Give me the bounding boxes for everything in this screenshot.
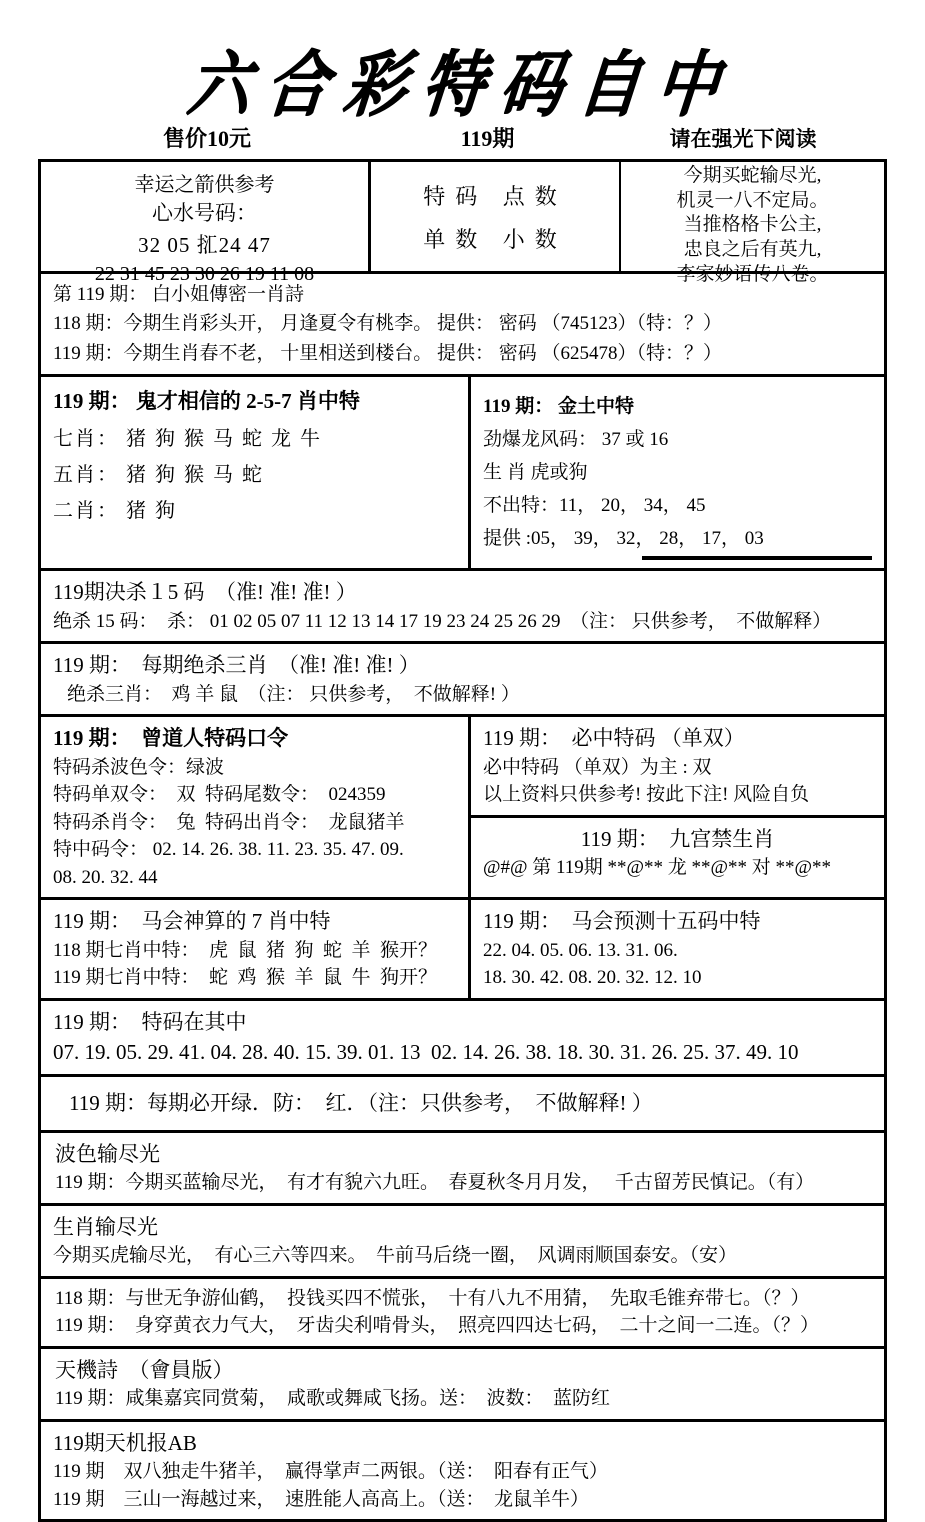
lucky-title: 幸运之箭供参考 xyxy=(134,174,275,196)
forecast-left-head: 119 期： 马会神算的 7 肖中特 xyxy=(53,909,331,934)
zodiac-pick: 生 肖 虎或狗 xyxy=(483,462,588,484)
must-hit-block xyxy=(471,717,884,818)
top-verse-line-2: 机灵一八不定局。 xyxy=(676,189,829,211)
nine-palace-line: @#@ 第 119期 **@** 龙 **@** 对 **@** xyxy=(483,857,832,879)
forecast-right-block xyxy=(471,900,884,998)
lucky-numbers-block xyxy=(41,162,371,285)
reading-note: 请在强光下阅读 xyxy=(669,127,817,151)
must-hit-line-1: 必中特码 （单双）为主 : 双 xyxy=(483,756,712,778)
wave-color-line: 119 期：今期买蓝输尽光， 有才有貌六九旺。 春夏秋冬月月发， 千古留芳民慎记。（有） xyxy=(55,1172,815,1194)
forecast-row xyxy=(41,900,884,1001)
special-code-line-1: 特码 点数 xyxy=(423,184,567,209)
poem-head: 第 119 期： 白小姐傳密一肖詩 xyxy=(53,284,305,305)
kill15-head: 119期决杀１5 码 （准! 准! 准! ） xyxy=(53,580,357,605)
special-within-block xyxy=(41,1001,884,1074)
riddle-block xyxy=(41,1279,884,1346)
wave-color-head: 波色输尽光 xyxy=(55,1141,160,1166)
kill3zodiac-head: 119 期： 每期绝杀三肖 （准! 准! 准! ） xyxy=(53,653,420,678)
top-verse-line-4: 忠良之后有英九, xyxy=(683,239,822,261)
special-code-line-2: 单数 小数 xyxy=(423,227,567,252)
riddle-row xyxy=(41,1279,884,1349)
zodiac-left-head: 119 期： 鬼才相信的 2-5-7 肖中特 xyxy=(53,389,360,414)
green-row xyxy=(41,1077,884,1133)
special-hit-codes-line-2: 08. 20. 32. 44 xyxy=(53,866,158,888)
top-info-row xyxy=(41,162,884,285)
forecast-left-block xyxy=(41,900,471,998)
not-out-special: 不出特：11， 20， 34， 45 xyxy=(483,495,706,517)
nine-palace-head: 119 期： 九宫禁生肖 xyxy=(580,826,775,851)
nine-palace-block xyxy=(471,818,884,888)
heaven-poem-line: 119 期：咸集嘉宾同赏菊， 咸歌或舞咸飞扬。送： 波数： 蓝防红 xyxy=(55,1388,611,1410)
kill15-block xyxy=(41,571,884,641)
kill15-detail: 绝杀 15 码： 杀： 01 02 05 07 11 12 13 14 17 19 23 24 25 26 29 （注： 只供参考， 不做解释） xyxy=(53,610,832,632)
page-title: 六合彩特码自中 xyxy=(184,42,740,127)
poem-block xyxy=(41,274,884,374)
kill-wave-color: 特码杀波色令：绿波 xyxy=(53,756,225,778)
heaven-poem-row xyxy=(41,1349,884,1422)
zodiac-exhaust-block xyxy=(41,1206,884,1276)
special-hit-codes-line-1: 特中码令： 02. 14. 26. 38. 11. 23. 35. 47. 09. xyxy=(53,839,404,861)
poem-row xyxy=(41,274,884,377)
zodiac-five: 五肖： 猪 狗 猴 马 蛇 xyxy=(53,464,264,487)
zodiac-row xyxy=(41,377,884,571)
special-within-head: 119 期： 特码在其中 xyxy=(53,1009,247,1034)
password-row xyxy=(41,717,884,900)
kill-zodiac-out-zodiac: 特码杀肖令： 兔 特码出肖令： 龙鼠猪羊 xyxy=(53,811,405,833)
kill3zodiac-row xyxy=(41,644,884,717)
password-right-block xyxy=(471,717,884,897)
top-verse-block xyxy=(621,162,884,285)
ab-report-block xyxy=(41,1422,884,1520)
ab-report-line-2: 119 期 三山一海越过来， 速胜能人高高上。（送： 龙鼠羊牛） xyxy=(53,1488,590,1510)
zodiac-seven: 七肖： 猪 狗 猴 马 蛇 龙 牛 xyxy=(53,428,322,451)
special-within-numbers: 07. 19. 05. 29. 41. 04. 28. 40. 15. 39. 01. 13 02. 14. 26. 38. 18. 30. 31. 26. 25. 37. 49. 10 xyxy=(53,1040,799,1065)
ab-report-line-1: 119 期 双八独走牛猪羊， 赢得掌声二两银。（送： 阳春有正气） xyxy=(53,1461,609,1483)
forecast-right-head: 119 期： 马会预测十五码中特 xyxy=(483,909,761,934)
dragon-wind-code: 劲爆龙风码： 37 或 16 xyxy=(483,429,669,451)
gold-earth-head: 119 期： 金土中特 xyxy=(483,396,634,418)
kill15-row xyxy=(41,571,884,644)
lucky-line-1: 32 05 㧟24 47 xyxy=(138,233,271,257)
content-sheet xyxy=(38,159,887,1522)
forecast-numbers-line-1: 22. 04. 05. 06. 13. 31. 06. xyxy=(483,939,678,961)
riddle-118: 118 期：与世无争游仙鹤， 投钱买四不慌张， 十有八九不用猜， 先取毛锥弃带七。（？） xyxy=(55,1287,810,1309)
lucky-label: 心水号码： xyxy=(152,201,257,225)
must-hit-line-2: 以上资料只供参考! 按此下注! 风险自负 xyxy=(483,784,810,806)
forecast-119-line: 119 期七肖中特： 蛇 鸡 猴 羊 鼠 牛 狗开？ xyxy=(53,967,438,989)
forecast-118-line: 118 期七肖中特： 虎 鼠 猪 狗 蛇 羊 猴开？ xyxy=(53,939,438,961)
riddle-119: 119 期： 身穿黄衣力气大， 牙齿尖利啃骨头， 照亮四四达七码， 二十之间一二连。（？） xyxy=(55,1315,820,1337)
ab-report-head: 119期天机报AB xyxy=(53,1430,197,1455)
zodiac-two: 二肖： 猪 狗 xyxy=(53,500,177,523)
masthead xyxy=(0,0,925,127)
lucky-line-2: 22 31 45 23 30 26 19 11 08 xyxy=(94,263,315,285)
zodiac-exhaust-line: 今期买虎输尽光， 有心三六等四来。 牛前马后绕一圈， 风调雨顺国泰安。（安） xyxy=(53,1245,738,1267)
green-block xyxy=(41,1082,884,1124)
special-within-row xyxy=(41,1001,884,1077)
poem-line-119: 119 期：今期生肖春不老， 十里相送到楼台。 提供： 密码 （625478）（特：？） xyxy=(53,342,723,364)
price-label: 售价10元 xyxy=(162,126,251,151)
special-code-block xyxy=(371,162,621,271)
top-verse-line-1: 今期买蛇输尽光, xyxy=(683,165,822,186)
green-line: 119 期：每期必开绿．防： 红．（注：只供参考， 不做解释! ） xyxy=(69,1091,653,1116)
must-hit-head: 119 期： 必中特码 （单双） xyxy=(483,726,745,751)
zodiac-left-block xyxy=(41,377,471,568)
password-head: 119 期： 曾道人特码口令 xyxy=(53,726,289,751)
issue-label: 119期 xyxy=(460,126,515,151)
heaven-poem-head: 天機詩 （會員版） xyxy=(55,1357,234,1382)
ab-report-row xyxy=(41,1422,884,1522)
password-left-block xyxy=(41,717,471,897)
heaven-poem-block xyxy=(41,1349,884,1419)
zodiac-exhaust-row xyxy=(41,1206,884,1279)
wave-color-row xyxy=(41,1133,884,1206)
provided-numbers: 提供 :05， 39， 32， 28， 17， 03 xyxy=(483,528,764,550)
kill3zodiac-detail: 绝杀三肖： 鸡 羊 鼠 （注： 只供参考， 不做解释! ） xyxy=(67,683,520,705)
zodiac-exhaust-head: 生肖输尽光 xyxy=(53,1214,158,1239)
kill3zodiac-block xyxy=(41,644,884,714)
zodiac-right-block xyxy=(471,377,884,568)
divider-bar xyxy=(642,556,872,560)
forecast-numbers-line-2: 18. 30. 42. 08. 20. 32. 12. 10 xyxy=(483,967,702,989)
top-verse-line-3: 当推格格卡公主, xyxy=(683,214,822,236)
odd-even-tail: 特码单双令： 双 特码尾数令： 024359 xyxy=(53,784,386,806)
top-verse-line-5: 李家妙语传八卷。 xyxy=(676,263,829,285)
wave-color-block xyxy=(41,1133,884,1203)
poem-line-118: 118 期：今期生肖彩头开， 月逢夏令有桃李。 提供： 密码 （745123）（特：？） xyxy=(53,313,723,335)
